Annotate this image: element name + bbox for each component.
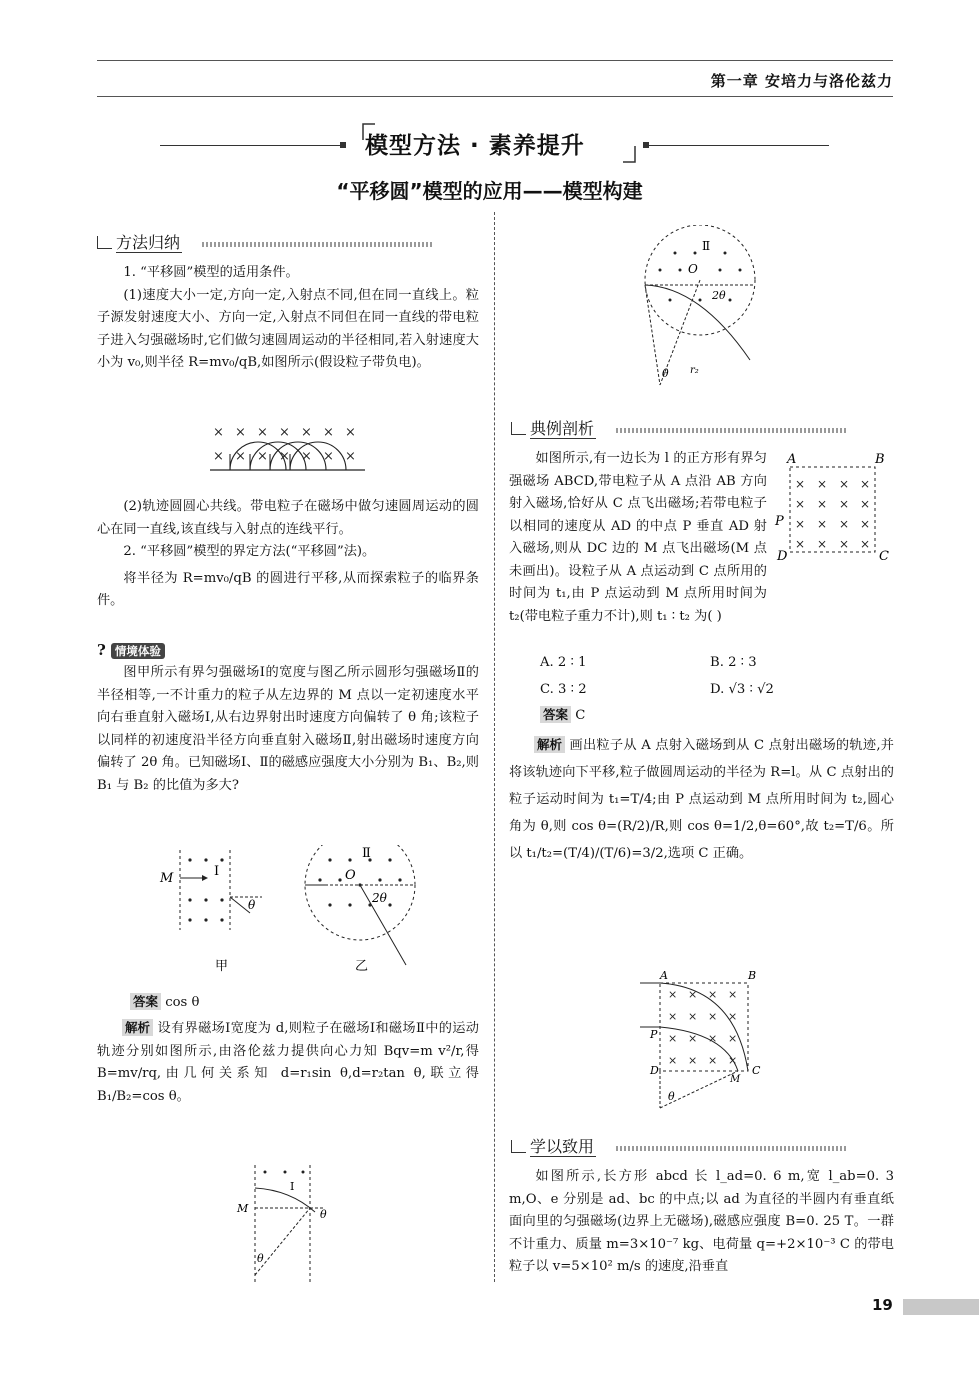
analysis-text: 画出粒子从 A 点射入磁场到从 C 点射出磁场的轨迹,并将该轨迹向下平移,粒子做圆周运动的半径为 R=l。从 C 点射出的粒子运动时间为 t₁=T/4;由 P 点运动到 M 点所用时间为 t₂,圆心角为 θ,则 cos θ=(R/2)/R,则 cos θ=1/2,θ=60°,故 t₂=T/6。所以 t₁/t₂=(T/4)/(T/6)=3/2,选项 C 正确。 bbox=[509, 738, 894, 861]
page-number: 19 bbox=[872, 1296, 893, 1314]
answer-2 bbox=[540, 705, 585, 728]
section-heading-practice bbox=[511, 1134, 846, 1156]
section-label: 方法归纳 bbox=[116, 233, 181, 252]
practice-text: 如图所示,长方形 abcd 长 l_ad=0. 6 m,宽 l_ab=0. 3 m,O、e 分别是 ad、bc 的中点;以 ad 为直径的半圆内有垂直纸面向里的匀强磁场(边界上无磁场),磁感应强度 B=0. 25 T。一群不计重力、质量 m=3×10⁻⁷ kg、电荷量 q=+2×10⁻³ C 的带电粒子以 v=5×10² m/s 的速度,沿垂直 bbox=[509, 1169, 894, 1274]
figure-label-jia: 甲 bbox=[215, 959, 229, 974]
svg-text:×: × bbox=[323, 425, 334, 440]
svg-text:Ⅱ: Ⅱ bbox=[702, 239, 711, 253]
svg-text:B: B bbox=[875, 452, 885, 467]
svg-text:×: × bbox=[708, 1010, 718, 1023]
svg-text:×: × bbox=[708, 988, 718, 1001]
svg-text:θ: θ bbox=[668, 1090, 675, 1103]
svg-text:×: × bbox=[860, 497, 871, 511]
situation-heading bbox=[97, 640, 165, 659]
svg-text:×: × bbox=[668, 1054, 678, 1067]
svg-text:×: × bbox=[279, 425, 290, 440]
header-rule-top bbox=[97, 60, 893, 61]
option-d: D. √3 ∶ √2 bbox=[710, 681, 774, 697]
dotted-rule bbox=[616, 428, 846, 433]
figure-label-yi: 乙 bbox=[355, 959, 369, 974]
section-label: 典例剖析 bbox=[530, 419, 595, 438]
svg-text:×: × bbox=[235, 425, 246, 440]
column-divider bbox=[494, 212, 495, 1282]
svg-text:×: × bbox=[728, 988, 738, 1001]
method-text-1 bbox=[97, 262, 479, 375]
section-icon bbox=[511, 1140, 526, 1153]
svg-text:×: × bbox=[795, 497, 806, 511]
svg-text:×: × bbox=[839, 517, 850, 531]
svg-text:P: P bbox=[775, 514, 784, 529]
svg-text:×: × bbox=[860, 537, 871, 551]
dotted-rule bbox=[616, 1146, 846, 1151]
example-text: 如图所示,有一边长为 l 的正方形有界匀强磁场 ABCD,带电粒子从 A 点沿 AB 方向射入磁场,恰好从 C 点飞出磁场;若带电粒子以相同的速度从 AD 的中点 P 垂直 AD 射入磁场,则从 DC 边的 M 点飞出磁场(M 点未画出)。设粒子从 A 点运动到 C 点所用的时间为 t₁,由 P 点运动到 M 点所用时间为 t₂(带电粒子重力不计),则 t₁ ∶ t₂ 为( ) bbox=[509, 451, 767, 624]
svg-text:×: × bbox=[708, 1032, 718, 1045]
svg-text:×: × bbox=[688, 988, 698, 1001]
svg-text:Ⅱ: Ⅱ bbox=[362, 846, 371, 861]
option-a: A. 2 ∶ 1 bbox=[540, 655, 587, 670]
svg-text:×: × bbox=[235, 449, 246, 464]
svg-text:×: × bbox=[688, 1032, 698, 1045]
answer-1 bbox=[130, 992, 199, 1015]
title-ornament-left bbox=[340, 142, 346, 148]
svg-text:C: C bbox=[752, 1064, 761, 1077]
svg-text:×: × bbox=[279, 449, 290, 464]
svg-text:×: × bbox=[817, 537, 828, 551]
section-heading-example bbox=[511, 416, 846, 438]
svg-text:×: × bbox=[708, 1054, 718, 1067]
svg-text:A: A bbox=[660, 969, 668, 982]
analysis-tag: 解析 bbox=[122, 1019, 153, 1036]
svg-text:×: × bbox=[817, 497, 828, 511]
answer-tag: 答案 bbox=[130, 993, 161, 1010]
method-point-2a: 将半径为 R=mv₀/qB 的圆进行平移,从而探索粒子的临界条件。 bbox=[97, 570, 479, 608]
svg-text:×: × bbox=[839, 497, 850, 511]
section-label: 学以致用 bbox=[530, 1137, 595, 1156]
section-title-box bbox=[355, 122, 640, 164]
svg-text:θ: θ bbox=[248, 898, 256, 912]
section-heading-method bbox=[97, 230, 432, 252]
header-rule-bottom bbox=[97, 96, 893, 97]
section-icon bbox=[97, 236, 112, 249]
svg-text:r₂: r₂ bbox=[690, 365, 699, 376]
svg-text:×: × bbox=[860, 477, 871, 491]
svg-text:×: × bbox=[795, 517, 806, 531]
svg-text:Ⅰ: Ⅰ bbox=[214, 864, 220, 879]
svg-text:×: × bbox=[728, 1054, 738, 1067]
analysis-text: 设有界磁场Ⅰ宽度为 d,则粒子在磁场Ⅰ和磁场Ⅱ中的运动轨迹分别如图所示,由洛伦兹力提供向心力知 Bqv=m v²/r,得 B=mv/rq,由几何关系知 d=r₁sin θ,d=r₂tan θ,联立得 B₁/B₂=cos θ。 bbox=[97, 1021, 479, 1104]
example-problem bbox=[509, 448, 894, 628]
trajectory-figure-1 bbox=[235, 1160, 345, 1290]
svg-text:×: × bbox=[728, 1010, 738, 1023]
svg-text:O: O bbox=[345, 868, 356, 883]
page-title: 模型方法 · 素养提升 bbox=[365, 133, 585, 159]
svg-text:×: × bbox=[688, 1010, 698, 1023]
svg-text:×: × bbox=[839, 477, 850, 491]
svg-text:2θ: 2θ bbox=[372, 891, 387, 905]
svg-text:M: M bbox=[160, 871, 174, 886]
svg-text:Ⅰ: Ⅰ bbox=[290, 1180, 295, 1193]
svg-text:C: C bbox=[879, 549, 889, 564]
section-icon bbox=[511, 422, 526, 435]
method-point-2: 2. “平移圆”模型的界定方法(“平移圆”法)。 bbox=[123, 544, 376, 559]
title-rule-left bbox=[160, 145, 345, 146]
question-mark-icon: ? bbox=[97, 641, 106, 659]
svg-text:O: O bbox=[688, 262, 698, 276]
svg-text:θ: θ bbox=[257, 1252, 264, 1265]
translating-circles-figure bbox=[205, 420, 375, 480]
svg-text:2θ: 2θ bbox=[712, 289, 726, 302]
svg-text:×: × bbox=[839, 537, 850, 551]
trajectory-figure-2 bbox=[640, 968, 770, 1113]
analysis-2 bbox=[509, 732, 894, 867]
method-text-2 bbox=[97, 496, 479, 613]
svg-text:×: × bbox=[257, 425, 268, 440]
svg-text:×: × bbox=[301, 425, 312, 440]
svg-text:×: × bbox=[668, 1010, 678, 1023]
page-number-bar bbox=[903, 1299, 979, 1315]
method-point-1b: (2)轨迹圆圆心共线。带电粒子在磁场中做匀速圆周运动的圆心在同一直线,该直线与入射点的连线平行。 bbox=[97, 499, 479, 537]
svg-text:×: × bbox=[213, 425, 224, 440]
svg-text:×: × bbox=[728, 1032, 738, 1045]
situation-text: 图甲所示有界匀强磁场Ⅰ的宽度与图乙所示圆形匀强磁场Ⅱ的半径相等,一不计重力的粒子从左边界的 M 点以一定初速度水平向右垂直射入磁场Ⅰ,从右边界射出时速度方向偏转了 θ 角;该粒子以同样的初速度沿半径方向垂直射入磁场Ⅱ,射出磁场时速度方向偏转了 2θ 角。已知磁场Ⅰ、Ⅱ的磁感应强度大小分别为 B₁、B₂,则 B₁ 与 B₂ 的比值为多大? bbox=[97, 665, 479, 793]
svg-text:θ: θ bbox=[320, 1208, 327, 1221]
answer-tag: 答案 bbox=[540, 706, 571, 723]
svg-text:×: × bbox=[301, 449, 312, 464]
svg-text:×: × bbox=[817, 477, 828, 491]
circle-field-figure bbox=[640, 225, 770, 395]
method-point-1a: (1)速度大小一定,方向一定,入射点不同,但在同一直线上。粒子源发射速度大小、方向一定,入射点不同但在同一直线的带电粒子进入匀强磁场时,它们做匀速圆周运动的半径相同,若入射速度大小为 v₀,则半径 R=mv₀/qB,如图所示(假设粒子带负电)。 bbox=[97, 287, 479, 370]
svg-text:×: × bbox=[795, 477, 806, 491]
svg-text:×: × bbox=[688, 1054, 698, 1067]
situation-tag: 情境体验 bbox=[111, 643, 165, 659]
svg-text:M: M bbox=[237, 1202, 249, 1215]
svg-text:×: × bbox=[795, 537, 806, 551]
figure-jia-yi bbox=[150, 845, 440, 985]
option-b: B. 2 ∶ 3 bbox=[710, 655, 757, 670]
svg-text:D: D bbox=[777, 549, 788, 564]
page-subtitle: “平移圆”模型的应用——模型构建 bbox=[336, 179, 643, 203]
svg-text:×: × bbox=[323, 449, 334, 464]
title-rule-right bbox=[649, 145, 829, 146]
analysis-1 bbox=[97, 1018, 479, 1108]
example-options bbox=[540, 652, 880, 701]
svg-text:×: × bbox=[668, 1032, 678, 1045]
svg-text:×: × bbox=[817, 517, 828, 531]
svg-text:M: M bbox=[730, 1074, 741, 1085]
svg-text:×: × bbox=[860, 517, 871, 531]
dotted-rule bbox=[202, 242, 432, 247]
answer-value: cos θ bbox=[165, 995, 200, 1010]
svg-text:×: × bbox=[213, 449, 224, 464]
answer-value: C bbox=[575, 708, 586, 723]
svg-text:×: × bbox=[257, 449, 268, 464]
analysis-tag: 解析 bbox=[534, 736, 565, 753]
svg-text:A: A bbox=[787, 452, 797, 467]
svg-text:B: B bbox=[748, 969, 757, 982]
svg-text:×: × bbox=[345, 425, 356, 440]
method-point-1: 1. “平移圆”模型的适用条件。 bbox=[123, 265, 299, 280]
svg-text:P: P bbox=[650, 1028, 658, 1041]
svg-text:×: × bbox=[345, 449, 356, 464]
svg-text:D: D bbox=[650, 1064, 659, 1077]
svg-text:θ: θ bbox=[662, 367, 669, 380]
option-c: C. 3 ∶ 2 bbox=[540, 681, 587, 697]
svg-text:×: × bbox=[668, 988, 678, 1001]
chapter-title: 第一章 安培力与洛伦兹力 bbox=[710, 72, 893, 90]
